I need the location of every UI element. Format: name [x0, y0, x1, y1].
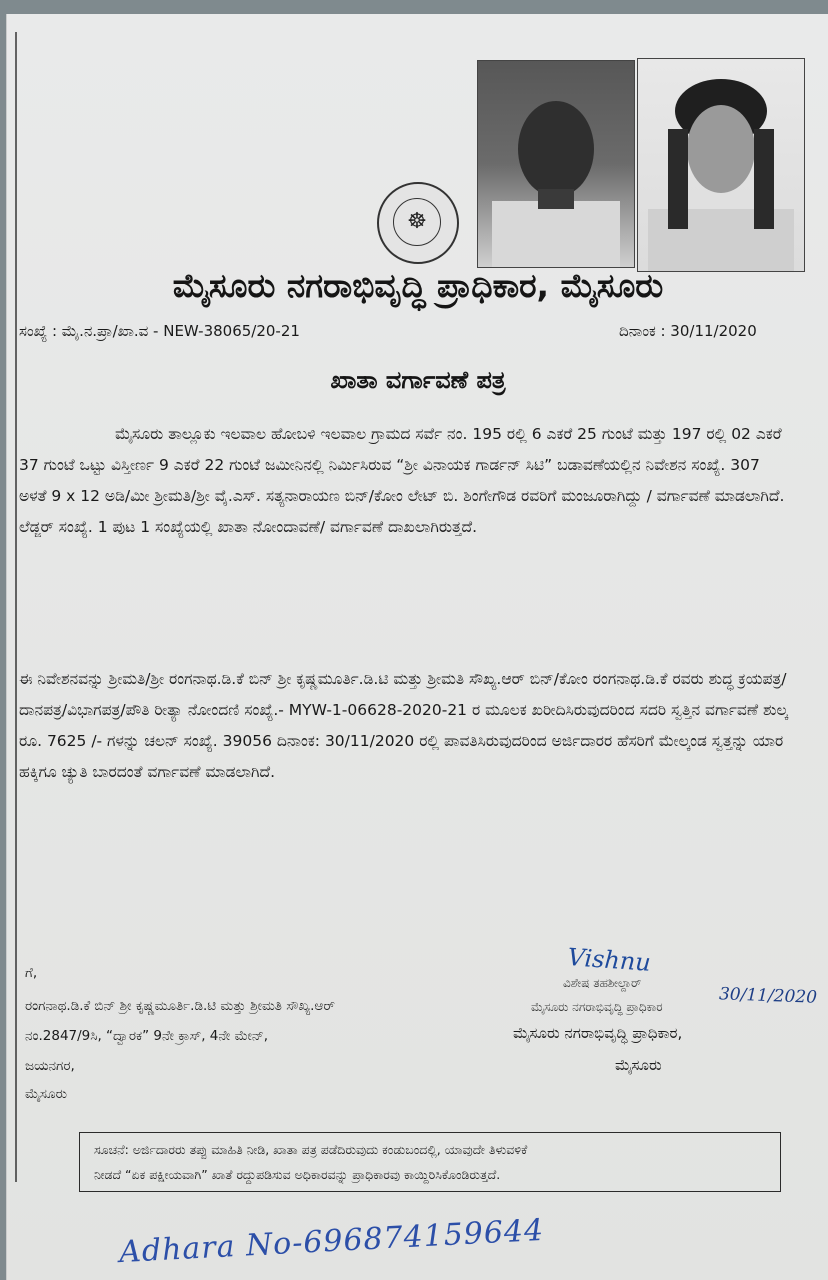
- applicant-photo-female: [637, 58, 805, 272]
- reference-number: ಸಂಖ್ಯೆ : ಮೈ.ನ.ಪ್ರಾ/ಖಾ.ವ - NEW-38065/20-21: [19, 322, 300, 340]
- notice-line-2: ನೀಡದೆ “ಏಕ ಪಕ್ಷೀಯವಾಗಿ” ಖಾತೆ ರದ್ದುಪಡಿಸುವ ಅಧಿಕಾರವನ್ನು ಪ್ರಾಧಿಕಾರವು ಕಾಯ್ದಿರಿಸಿಕೊಂಡಿರುತ್ತದೆ.: [94, 1167, 501, 1182]
- authority-seal: [377, 182, 459, 264]
- document-sheet: [6, 14, 828, 1280]
- recipient-address-line-1: ನಂ.2847/9ಸಿ, “ದ್ವಾರಕ” 9ನೇ ಕ್ರಾಸ್, 4ನೇ ಮೇನ್,: [25, 1028, 269, 1044]
- emblem-seal-icon: ☸: [407, 209, 427, 234]
- body-paragraph-1: ಮೈಸೂರು ತಾಲ್ಲೂಕು ಇಲವಾಲ ಹೋಬಳಿ ಇಲವಾಲ ಗ್ರಾಮದ ಸರ್ವೆ ನಂ. 195 ರಲ್ಲಿ 6 ಎಕರೆ 25 ಗುಂಟೆ ಮತ್ತು 197 ರಲ್ಲಿ 02 ಎಕರೆ 37 ಗುಂಟೆ ಒಟ್ಟು ವಿಸ್ತೀರ್ಣ 9 ಎಕರೆ 22 ಗುಂಟೆ ಜಮೀನಿನಲ್ಲಿ ನಿರ್ಮಿಸಿರುವ “ಶ್ರೀ ವಿನಾಯಕ ಗಾರ್ಡನ್ ಸಿಟಿ” ಬಡಾವಣೆಯಲ್ಲಿನ ನಿವೇಶನ ಸಂಖ್ಯೆ. 307 ಅಳತೆ 9 x 12 ಅಡಿ/ಮೀ ಶ್ರೀಮತಿ/ಶ್ರೀ ವೈ.ಎಸ್. ಸತ್ಯನಾರಾಯಣ ಬಿನ್/ಕೋಂ ಲೇಟ್ ಬಿ. ಶಿಂಗೇಗೌಡ ರವರಿಗೆ ಮಂಜೂರಾಗಿದ್ದು / ವರ್ಗಾವಣೆ ಮಾಡಲಾಗಿದೆ. ಲೆಡ್ಜರ್ ಸಂಖ್ಯೆ. 1 ಪುಟ 1 ಸಂಖ್ಯೆಯಲ್ಲಿ ಖಾತಾ ನೋಂದಾವಣೆ/ ವರ್ಗಾವಣೆ ದಾಖಲಾಗಿರುತ್ತದೆ.: [19, 425, 785, 536]
- applicant-photo-male: [477, 60, 635, 268]
- signature-date: 30/11/2020: [718, 984, 818, 1008]
- notice-box: [79, 1132, 781, 1192]
- notice-line-1: ಸೂಚನೆ: ಅರ್ಜಿದಾರರು ತಪ್ಪು ಮಾಹಿತಿ ನೀಡಿ, ಖಾತಾ ಪತ್ರ ಪಡೆದಿರುವುದು ಕಂಡುಬಂದಲ್ಲಿ, ಯಾವುದೇ ತಿಳುವಳಿಕೆ: [94, 1142, 528, 1157]
- handwritten-aadhaar-note: Adhara No-696874159644: [118, 1212, 545, 1271]
- body-paragraph-2: ಈ ನಿವೇಶನವನ್ನು ಶ್ರೀಮತಿ/ಶ್ರೀ ರಂಗನಾಥ.ಡಿ.ಕೆ ಬಿನ್ ಶ್ರೀ ಕೃಷ್ಣಮೂರ್ತಿ.ಡಿ.ಟಿ ಮತ್ತು ಶ್ರೀಮತಿ ಸೌಖ್ಯ.ಆರ್ ಬಿನ್/ಕೋಂ ರಂಗನಾಥ.ಡಿ.ಕೆ ರವರು ಶುದ್ಧ ಕ್ರಯಪತ್ರ/ ದಾನಪತ್ರ/ವಿಭಾಗಪತ್ರ/ಪೌತಿ ರೀತ್ಯಾ ನೋಂದಣಿ ಸಂಖ್ಯೆ.- MYW-1-06628-2020-21 ರ ಮೂಲಕ ಖರೀದಿಸಿರುವುದರಿಂದ ಸದರಿ ಸ್ವತ್ತಿನ ವರ್ಗಾವಣೆ ಶುಲ್ಕ ರೂ. 7625 /- ಗಳನ್ನು ಚಲನ್ ಸಂಖ್ಯೆ. 39056 ದಿನಾಂಕ: 30/11/2020 ರಲ್ಲಿ ಪಾವತಿಸಿರುವುದರಿಂದ ಅರ್ಜಿದಾರರ ಹೆಸರಿಗೆ ಮೇಲ್ಕಂಡ ಸ್ವತ್ತನ್ನು ಯಾರ ಹಕ್ಕಿಗೂ ಚ್ಯುತಿ ಬಾರದಂತೆ ವರ್ಗಾವಣೆ ಮಾಡಲಾಗಿದೆ.: [19, 670, 788, 781]
- recipient-salutation: ಗೆ,: [25, 965, 38, 981]
- signatory-authority: ಮೈಸೂರು ನಗರಾಭಿವೃದ್ಧಿ ಪ್ರಾಧಿಕಾರ,: [513, 1024, 683, 1042]
- document-subtitle: ಖಾತಾ ವರ್ಗಾವಣೆ ಪತ್ರ: [330, 366, 506, 394]
- recipient-name: ರಂಗನಾಥ.ಡಿ.ಕೆ ಬಿನ್ ಶ್ರೀ ಕೃಷ್ಣಮೂರ್ತಿ.ಡಿ.ಟಿ ಮತ್ತು ಶ್ರೀಮತಿ ಸೌಖ್ಯ.ಆರ್: [25, 998, 335, 1014]
- signatory-stamp-authority: ಮೈಸೂರು ನಗರಾಭಿವೃದ್ಧಿ ಪ್ರಾಧಿಕಾರ: [531, 1000, 663, 1014]
- authority-title: ಮೈಸೂರು ನಗರಾಭಿವೃದ್ಧಿ ಪ್ರಾಧಿಕಾರ, ಮೈಸೂರು: [172, 266, 664, 305]
- signatory-city: ಮೈಸೂರು: [615, 1056, 662, 1074]
- recipient-address-line-2: ಜಯನಗರ,: [25, 1058, 75, 1074]
- recipient-address-line-3: ಮೈಸೂರು: [25, 1086, 67, 1102]
- document-date: ದಿನಾಂಕ : 30/11/2020: [619, 322, 757, 340]
- signatory-designation: ವಿಶೇಷ ತಹಶೀಲ್ದಾರ್: [563, 976, 642, 990]
- handwritten-signature: Vishnu: [566, 943, 652, 977]
- left-border-line: [15, 32, 17, 1182]
